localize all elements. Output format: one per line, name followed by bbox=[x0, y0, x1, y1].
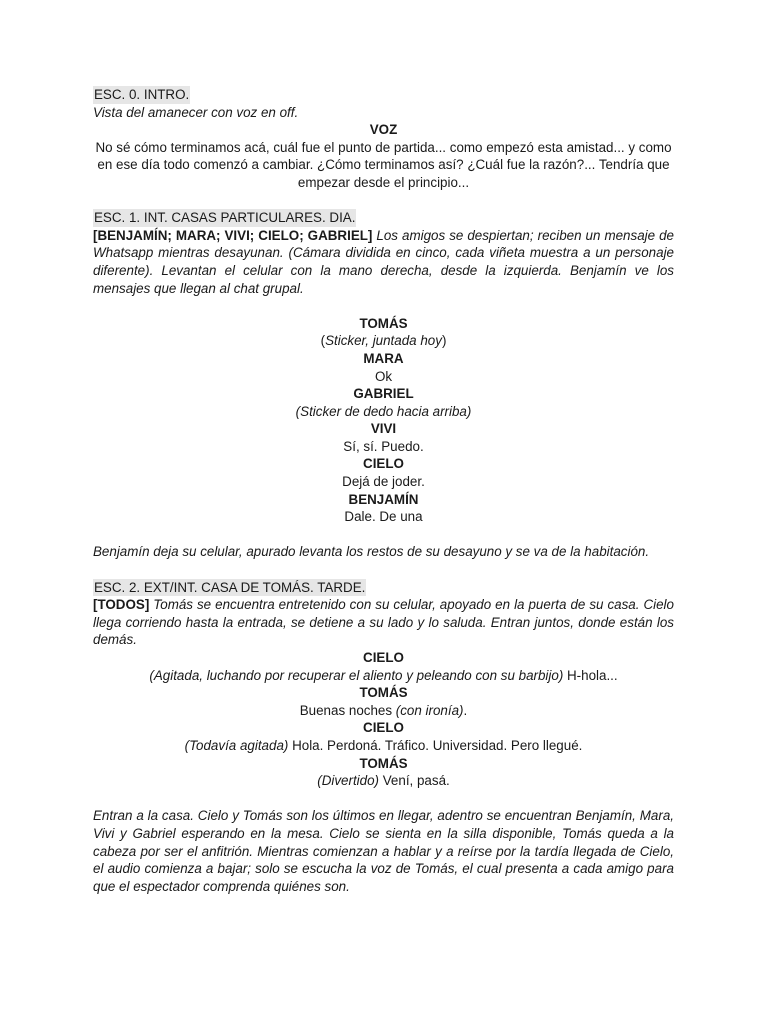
cast-list: [TODOS] bbox=[93, 597, 150, 613]
dialogue-text: Hola. Perdoná. Tráfico. Universidad. Pero llegué. bbox=[288, 737, 583, 753]
character-name: TOMÁS bbox=[359, 685, 408, 701]
scene-0 bbox=[93, 86, 674, 104]
character-name: CIELO bbox=[363, 650, 404, 665]
dialogue: Dale. De una bbox=[344, 509, 423, 525]
parenthetical: (Sticker de dedo hacia arriba) bbox=[295, 403, 472, 419]
parenthetical: Sticker, juntada hoy bbox=[325, 333, 442, 349]
parenthetical: (Agitada, luchando por recuperar el aliento y peleando con su barbijo) bbox=[149, 667, 564, 683]
script-page bbox=[93, 86, 674, 895]
spacer bbox=[93, 790, 674, 808]
spacer bbox=[93, 192, 674, 210]
scene-heading: ESC. 2. EXT/INT. CASA DE TOMÁS. TARDE. bbox=[94, 579, 366, 595]
character-name: BENJAMÍN bbox=[348, 491, 419, 507]
character-name: CIELO bbox=[363, 456, 404, 472]
scene-action-block bbox=[93, 227, 674, 297]
scene-2 bbox=[93, 579, 674, 597]
character-name: TOMÁS bbox=[359, 755, 408, 771]
dialogue-text-end: . bbox=[463, 702, 468, 718]
dialogue bbox=[93, 332, 674, 350]
parenthetical: (Divertido) bbox=[317, 773, 380, 789]
paren-close: ) bbox=[441, 333, 447, 349]
dialogue-text: Buenas noches bbox=[299, 702, 396, 718]
spacer bbox=[93, 561, 674, 579]
dialogue-text: Vení, pasá. bbox=[379, 773, 450, 789]
paren-open: ( bbox=[320, 333, 326, 349]
dialogue-text: H-hola... bbox=[563, 667, 618, 683]
character-name: GABRIEL bbox=[353, 386, 414, 402]
spacer bbox=[93, 297, 674, 315]
character-name: VIVI bbox=[370, 421, 397, 437]
spacer bbox=[93, 526, 674, 544]
parenthetical: (con ironía) bbox=[395, 702, 464, 718]
scene-action-block bbox=[93, 596, 674, 649]
scene-action: Los amigos se despiertan; reciben un mensaje de Whatsapp mientras desayunan. (Cámara dividida en cinco, cada viñeta muestra a un personaje diferente). Levantan el celular con la mano derecha, desde la izquierda. Benjamín ve los mensajes que llegan al chat grupal. bbox=[93, 227, 674, 296]
dialogue bbox=[93, 772, 674, 790]
character-name: MARA bbox=[363, 350, 404, 366]
dialogue bbox=[93, 702, 674, 720]
scene-action: Vista del amanecer con voz en off. bbox=[93, 104, 299, 120]
scene-action: Tomás se encuentra entretenido con su celular, apoyado en la puerta de su casa. Cielo llega corriendo hasta la entrada, se detiene a su lado y lo saluda. Entran juntos, donde están los demás. bbox=[93, 597, 674, 648]
character-name: TOMÁS bbox=[359, 315, 408, 331]
dialogue: Sí, sí. Puedo. bbox=[343, 438, 424, 454]
scene-heading: ESC. 1. INT. CASAS PARTICULARES. DIA. bbox=[94, 210, 356, 226]
character-name: VOZ bbox=[369, 122, 398, 138]
scene-1 bbox=[93, 209, 674, 227]
cast-list: [BENJAMÍN; MARA; VIVI; CIELO; GABRIEL] bbox=[93, 227, 373, 243]
dialogue bbox=[93, 667, 674, 685]
dialogue: No sé cómo terminamos acá, cuál fue el punto de partida... como empezó esta amistad... y como en ese día todo comenzó a cambiar. ¿Cómo terminamos así? ¿Cuál fue la razón?... Tendría que empezar desde el principio... bbox=[95, 139, 672, 190]
parenthetical: (Todavía agitada) bbox=[184, 737, 289, 753]
scene-action: Entran a la casa. Cielo y Tomás son los últimos en llegar, adentro se encuentran Benjamín, Mara, Vivi y Gabriel esperando en la mesa. Cielo se sienta en la silla disponible, Tomás queda a la cabeza por ser el anfitrión. Mientras comienzan a hablar y a reírse por la tardía llegada de Cielo, el audio comienza a bajar; solo se escucha la voz de Tomás, el cual presenta a cada amigo para que el espectador comprenda quiénes son. bbox=[93, 808, 674, 894]
scene-action: Benjamín deja su celular, apurado levanta los restos de su desayuno y se va de la habitación. bbox=[93, 544, 650, 560]
dialogue: Dejá de joder. bbox=[342, 474, 425, 490]
dialogue bbox=[93, 737, 674, 755]
dialogue: Ok bbox=[374, 368, 393, 384]
scene-heading: ESC. 0. INTRO. bbox=[94, 87, 190, 102]
character-name: CIELO bbox=[363, 720, 404, 736]
